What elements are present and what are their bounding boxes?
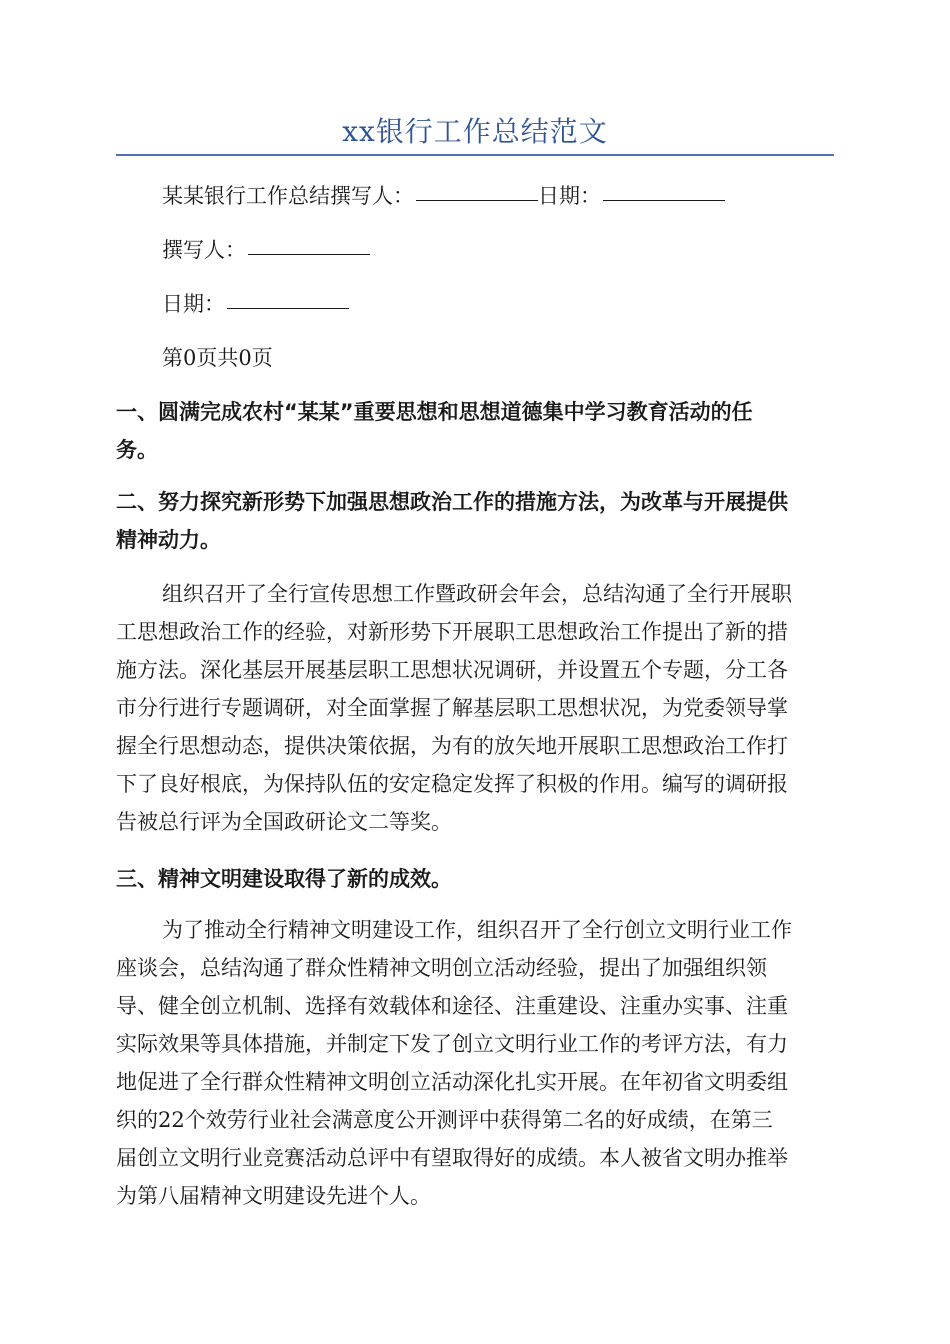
paragraph-2	[116, 911, 834, 1215]
paragraph-line: 导、健全创立机制、选择有效载体和途径、注重建设、注重办实事、注重	[116, 994, 788, 1018]
paragraph-line: 届创立文明行业竞赛活动总评中有望取得好的成绩。本人被省文明办推举	[116, 1146, 788, 1170]
date-blank-2	[227, 307, 349, 309]
heading-line: 二、努力探究新形势下加强思想政治工作的措施方法，为改革与开展提供	[116, 490, 788, 514]
paragraph-line: 握全行思想动态，提供决策依据，为有的放矢地开展职工思想政治工作打	[116, 734, 788, 758]
meta-line-author	[116, 234, 834, 264]
page-info: 第0页共0页	[162, 346, 273, 370]
paragraph-line: 下了良好根底，为保持队伍的安定稳定发挥了积极的作用。编写的调研报	[116, 772, 788, 796]
heading-line: 精神动力。	[116, 528, 221, 552]
heading-line: 务。	[116, 438, 158, 462]
paragraph-line: 告被总行评为全国政研论文二等奖。	[116, 810, 452, 834]
meta-line-date	[116, 288, 834, 318]
paragraph-line: 织的22个效劳行业社会满意度公开测评中获得第二名的好成绩，在第三	[116, 1108, 773, 1132]
paragraph-line: 市分行进行专题调研，对全面掌握了解基层职工思想状况，为党委领导掌	[116, 696, 788, 720]
author-blank	[416, 199, 538, 201]
paragraph-line: 为第八届精神文明建设先进个人。	[116, 1184, 431, 1208]
paragraph-line: 座谈会，总结沟通了群众性精神文明创立活动经验，提出了加强组织领	[116, 956, 767, 980]
paragraph-line: 为了推动全行精神文明建设工作，组织召开了全行创立文明行业工作	[162, 918, 792, 942]
meta-line-author-date	[116, 180, 834, 210]
date-label: 日期：	[162, 292, 225, 316]
paragraph-1	[116, 575, 834, 841]
paragraph-line: 工思想政治工作的经验，对新形势下开展职工思想政治工作提出了新的措	[116, 620, 788, 644]
paragraph-line: 组织召开了全行宣传思想工作暨政研会年会，总结沟通了全行开展职	[162, 582, 792, 606]
paragraph-line: 实际效果等具体措施，并制定下发了创立文明行业工作的考评方法，有力	[116, 1032, 788, 1056]
section-heading-3: 三、精神文明建设取得了新的成效。	[116, 867, 452, 891]
heading-line: 一、圆满完成农村“某某”重要思想和思想道德集中学习教育活动的任	[116, 400, 753, 424]
author-label: 撰写人：	[162, 238, 246, 262]
date-blank	[603, 199, 725, 201]
paragraph-line: 施方法。深化基层开展基层职工思想状况调研，并设置五个专题，分工各	[116, 658, 788, 682]
meta-date-label: 日期：	[538, 184, 601, 208]
section-heading-1	[116, 393, 834, 469]
section-heading-2	[116, 483, 834, 559]
document-title: xx银行工作总结范文	[342, 115, 608, 148]
author-blank-2	[248, 253, 370, 255]
title-underline	[116, 154, 834, 156]
paragraph-line: 地促进了全行群众性精神文明创立活动深化扎实开展。在年初省文明委组	[116, 1070, 788, 1094]
meta-author-label: 某某银行工作总结撰写人：	[162, 184, 414, 208]
